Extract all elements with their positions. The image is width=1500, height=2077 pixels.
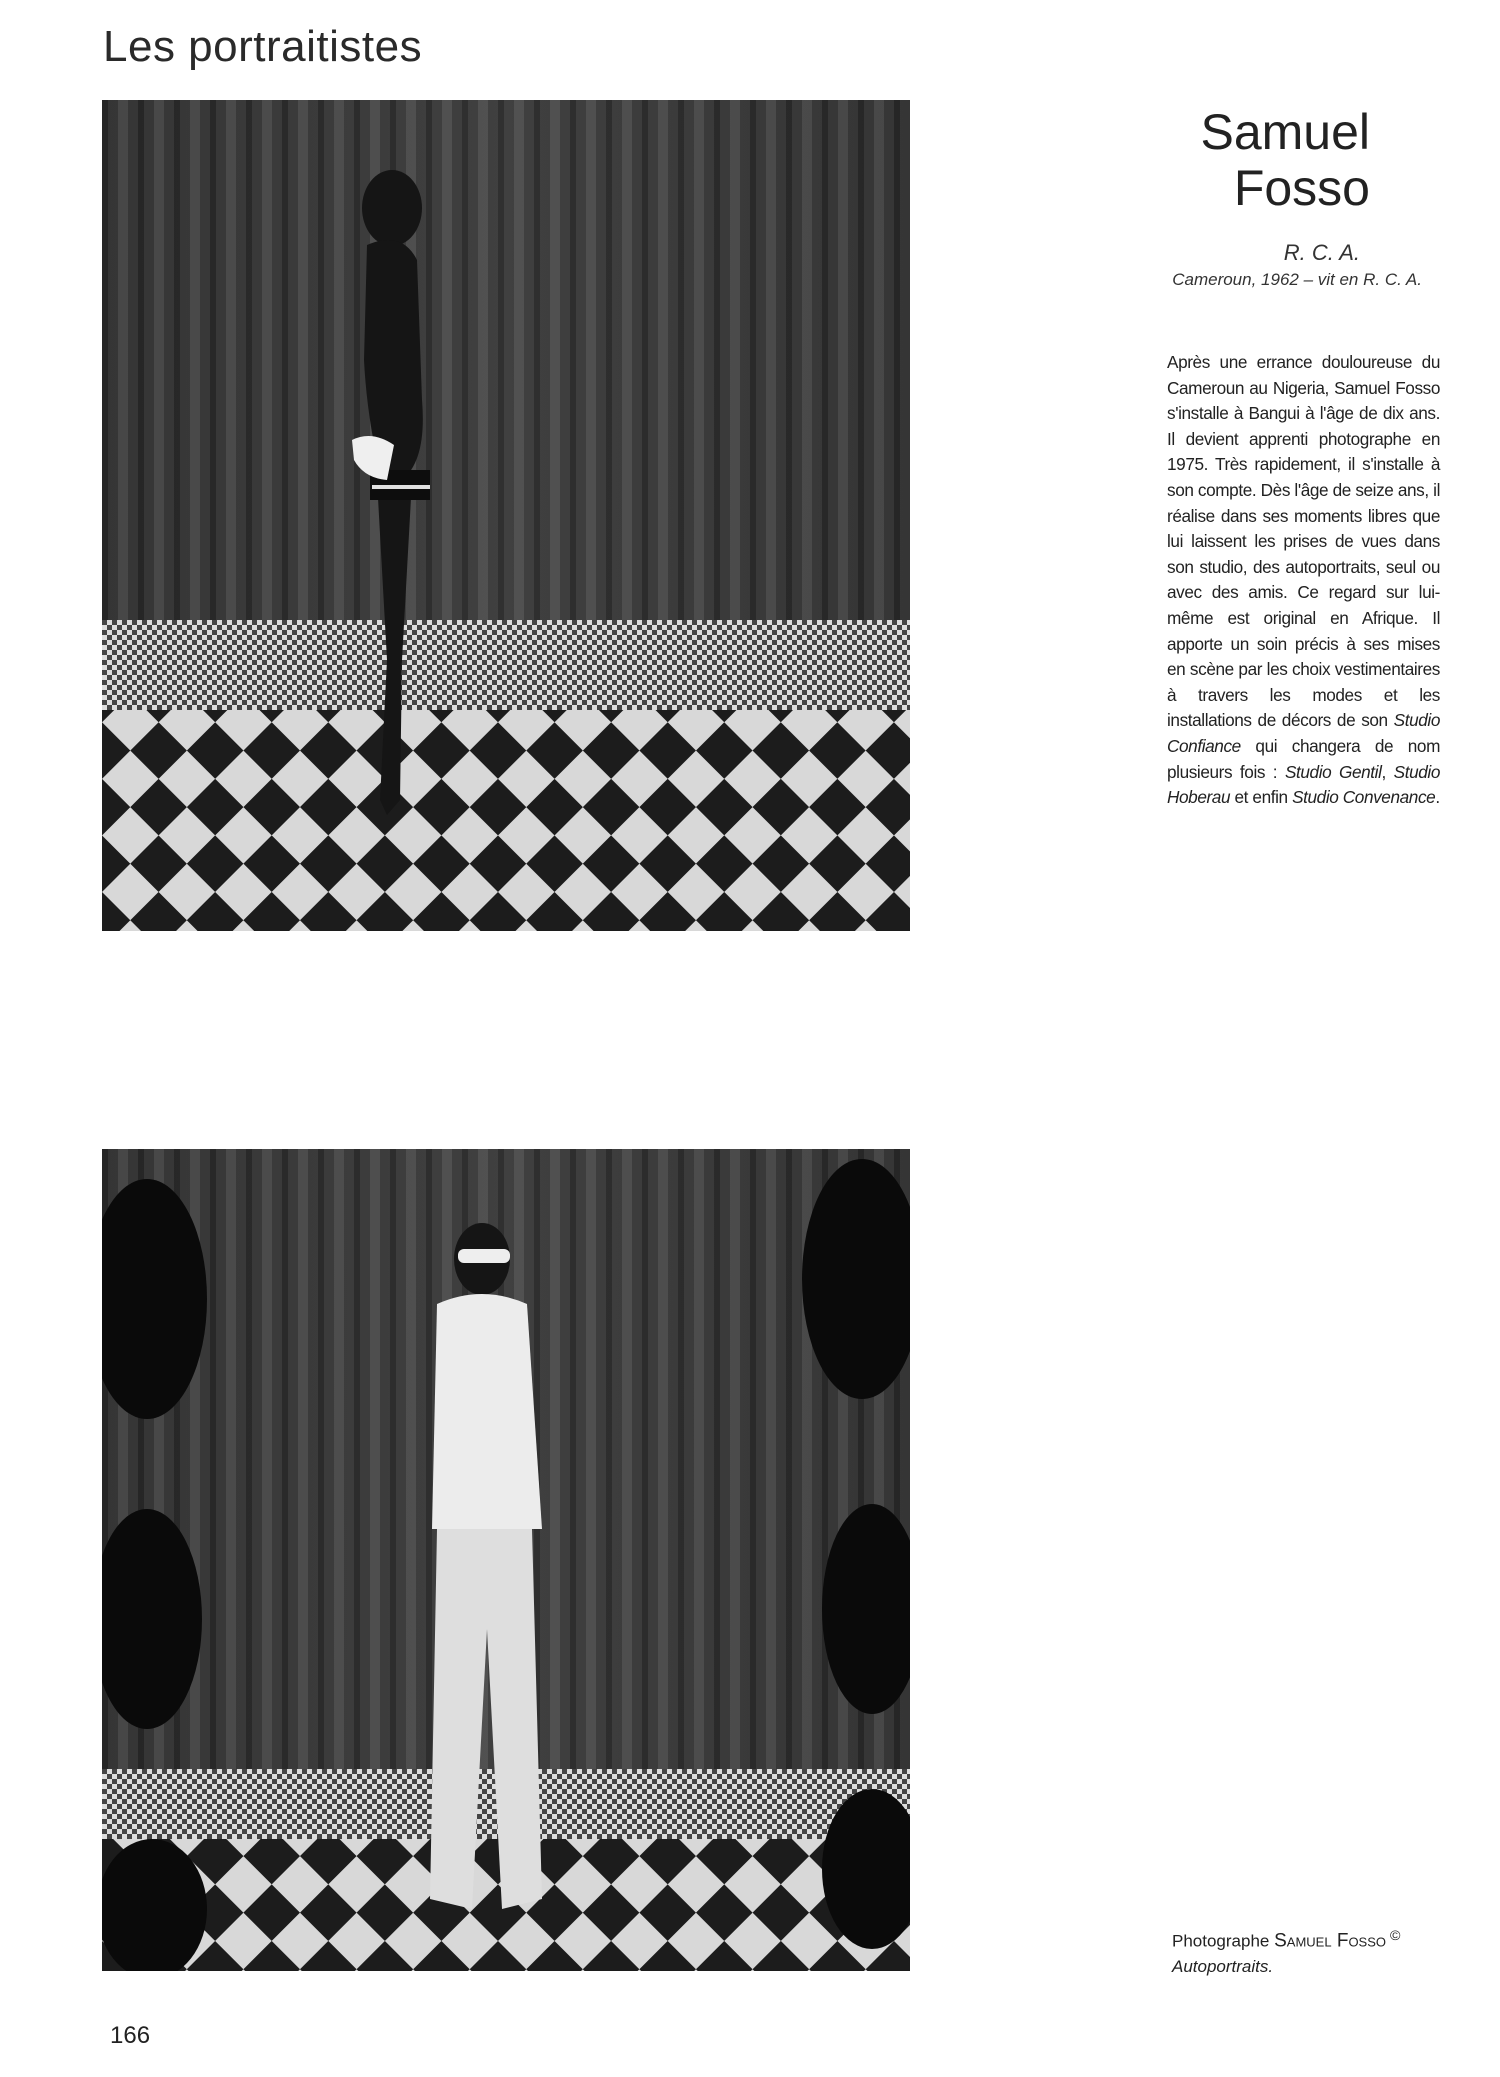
bio-studio-4: Studio Convenance xyxy=(1292,787,1436,808)
bio-studio-3: Studio Hoberau xyxy=(1167,761,1440,808)
caption-prefix: Photographe xyxy=(1172,1931,1275,1951)
bio-studio-1: Studio Confiance xyxy=(1167,710,1440,756)
artist-name-line2: Fosso xyxy=(1233,160,1370,216)
bio-separator: , xyxy=(1381,761,1394,782)
caption-photographer: Samuel Fosso xyxy=(1274,1930,1387,1952)
bio-text-3: et enfin xyxy=(1230,787,1293,808)
page-number: 166 xyxy=(110,2022,151,2049)
photograph-autoportrait-2 xyxy=(102,1149,910,1971)
photograph-autoportrait-1 xyxy=(102,100,910,931)
photo-caption xyxy=(1172,1924,1472,1979)
bio-studio-2: Studio Gentil xyxy=(1284,761,1382,782)
bio-end: . xyxy=(1435,787,1440,808)
section-title: Les portraitistes xyxy=(103,22,423,71)
caption-copyright: © xyxy=(1386,1928,1401,1944)
artist-name xyxy=(1150,104,1370,216)
artist-name-line1: Samuel xyxy=(1200,104,1370,160)
bio-text-1: Après une errance douloureuse du Cameroun au Nigeria, Samuel Fosso s'installe à Bangui à l'âge de dix ans. Il devient apprenti photographe en 1975. Très rapidement, il s'installe à son compte. Dès l'âge de seize ans, il réalise dans ses moments libres que lui laissent les prises de vues dans son studio, des autoportraits, seul ou avec des amis. Ce regard sur lui-même est original en Afrique. Il apporte un soin précis à ses mises en scène par les choix vestimentaires à travers les modes et les installations de décors de son xyxy=(1167,352,1440,731)
caption-title: Autoportraits. xyxy=(1172,1956,1274,1976)
bio-text-2: qui changera de nom plusieurs fois : xyxy=(1167,735,1440,782)
artist-biography xyxy=(1167,350,1440,811)
artist-country: R. C. A. xyxy=(1283,240,1360,265)
artist-origin: Cameroun, 1962 – vit en R. C. A. xyxy=(1172,270,1422,289)
